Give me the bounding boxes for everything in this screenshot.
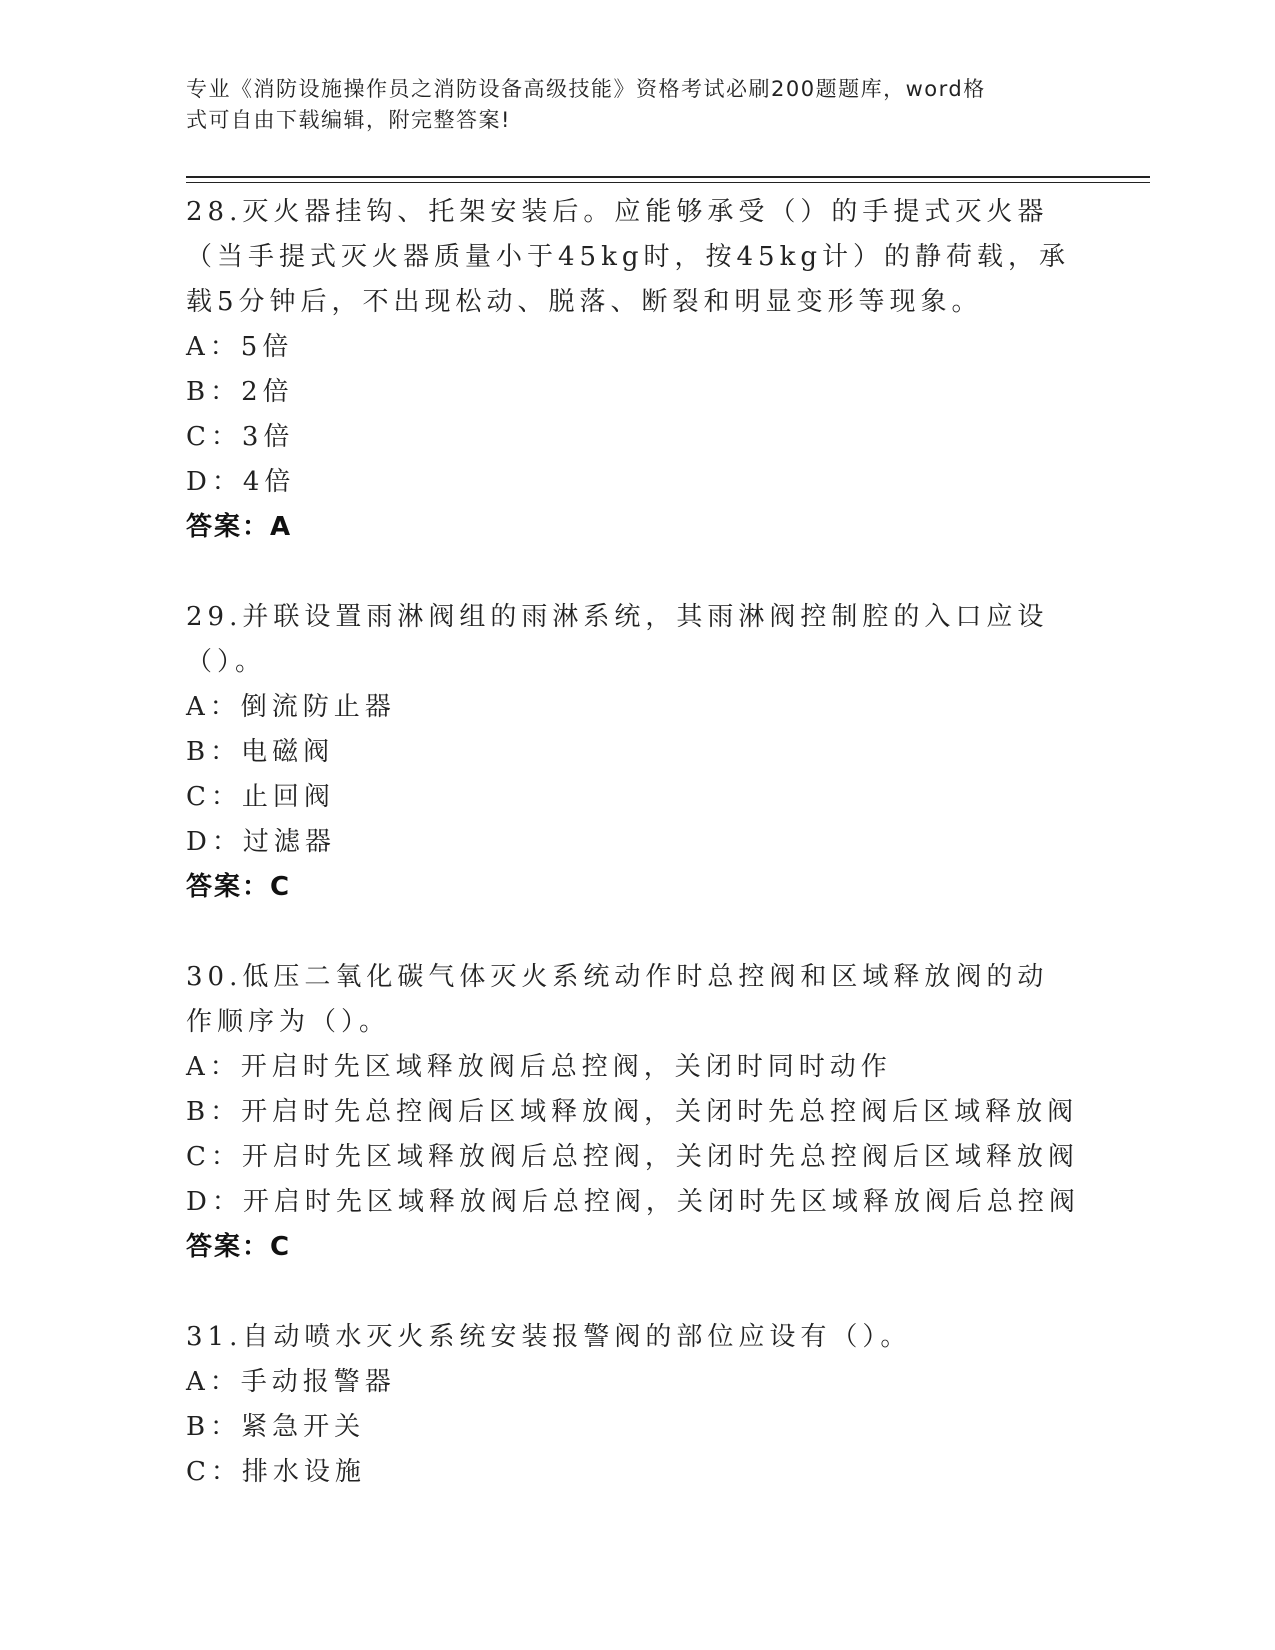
option-c: C：开启时先区域释放阀后总控阀，关闭时先总控阀后区域释放阀 <box>186 1142 1079 1172</box>
option-b: B：开启时先总控阀后区域释放阀，关闭时先总控阀后区域释放阀 <box>186 1097 1079 1127</box>
option-c: C：排水设施 <box>186 1457 366 1487</box>
option-c: C：止回阀 <box>186 782 335 812</box>
question-list <box>186 190 1086 1495</box>
option-d: D：4倍 <box>186 467 296 497</box>
option-a: A：5倍 <box>186 332 294 362</box>
option-d: D：开启时先区域释放阀后总控阀，关闭时先区域释放阀后总控阀 <box>186 1187 1080 1217</box>
option-c: C：3倍 <box>186 422 295 452</box>
option-b: B：电磁阀 <box>186 737 335 767</box>
question-stem: 31.自动喷水灭火系统安装报警阀的部位应设有（）。 <box>186 1322 912 1352</box>
option-b: B：紧急开关 <box>186 1412 366 1442</box>
answer-line: 答案：C <box>186 872 292 902</box>
answer-line: 答案：C <box>186 1232 292 1262</box>
option-b: B：2倍 <box>186 377 294 407</box>
option-a: A：倒流防止器 <box>186 692 396 722</box>
question-stem: 29.并联设置雨淋阀组的雨淋系统，其雨淋阀控制腔的入口应设（）。 <box>186 602 1049 677</box>
question-30 <box>186 955 1086 1270</box>
header-divider-thick <box>186 176 1150 178</box>
option-a: A：手动报警器 <box>186 1367 396 1397</box>
header-divider-thin <box>186 182 1150 183</box>
question-spacer <box>186 910 1086 955</box>
option-d: D：过滤器 <box>186 827 336 857</box>
option-a: A：开启时先区域释放阀后总控阀，关闭时同时动作 <box>186 1052 892 1082</box>
question-stem: 30.低压二氧化碳气体灭火系统动作时总控阀和区域释放阀的动作顺序为（）。 <box>186 962 1049 1037</box>
question-spacer <box>186 550 1086 595</box>
document-header <box>186 74 1066 136</box>
header-line-2: 式可自由下载编辑，附完整答案! <box>186 108 511 132</box>
question-stem: 28.灭火器挂钩、托架安装后。应能够承受（）的手提式灭火器（当手提式灭火器质量小于45kg时，按45kg计）的静荷载，承载5分钟后，不出现松动、脱落、断裂和明显变形等现象。 <box>186 197 1070 317</box>
question-29 <box>186 595 1086 910</box>
question-spacer <box>186 1270 1086 1315</box>
answer-line: 答案：A <box>186 512 293 542</box>
question-31 <box>186 1315 1086 1495</box>
question-28 <box>186 190 1086 550</box>
header-line-1: 专业《消防设施操作员之消防设备高级技能》资格考试必刷200题题库，word格 <box>186 77 986 101</box>
